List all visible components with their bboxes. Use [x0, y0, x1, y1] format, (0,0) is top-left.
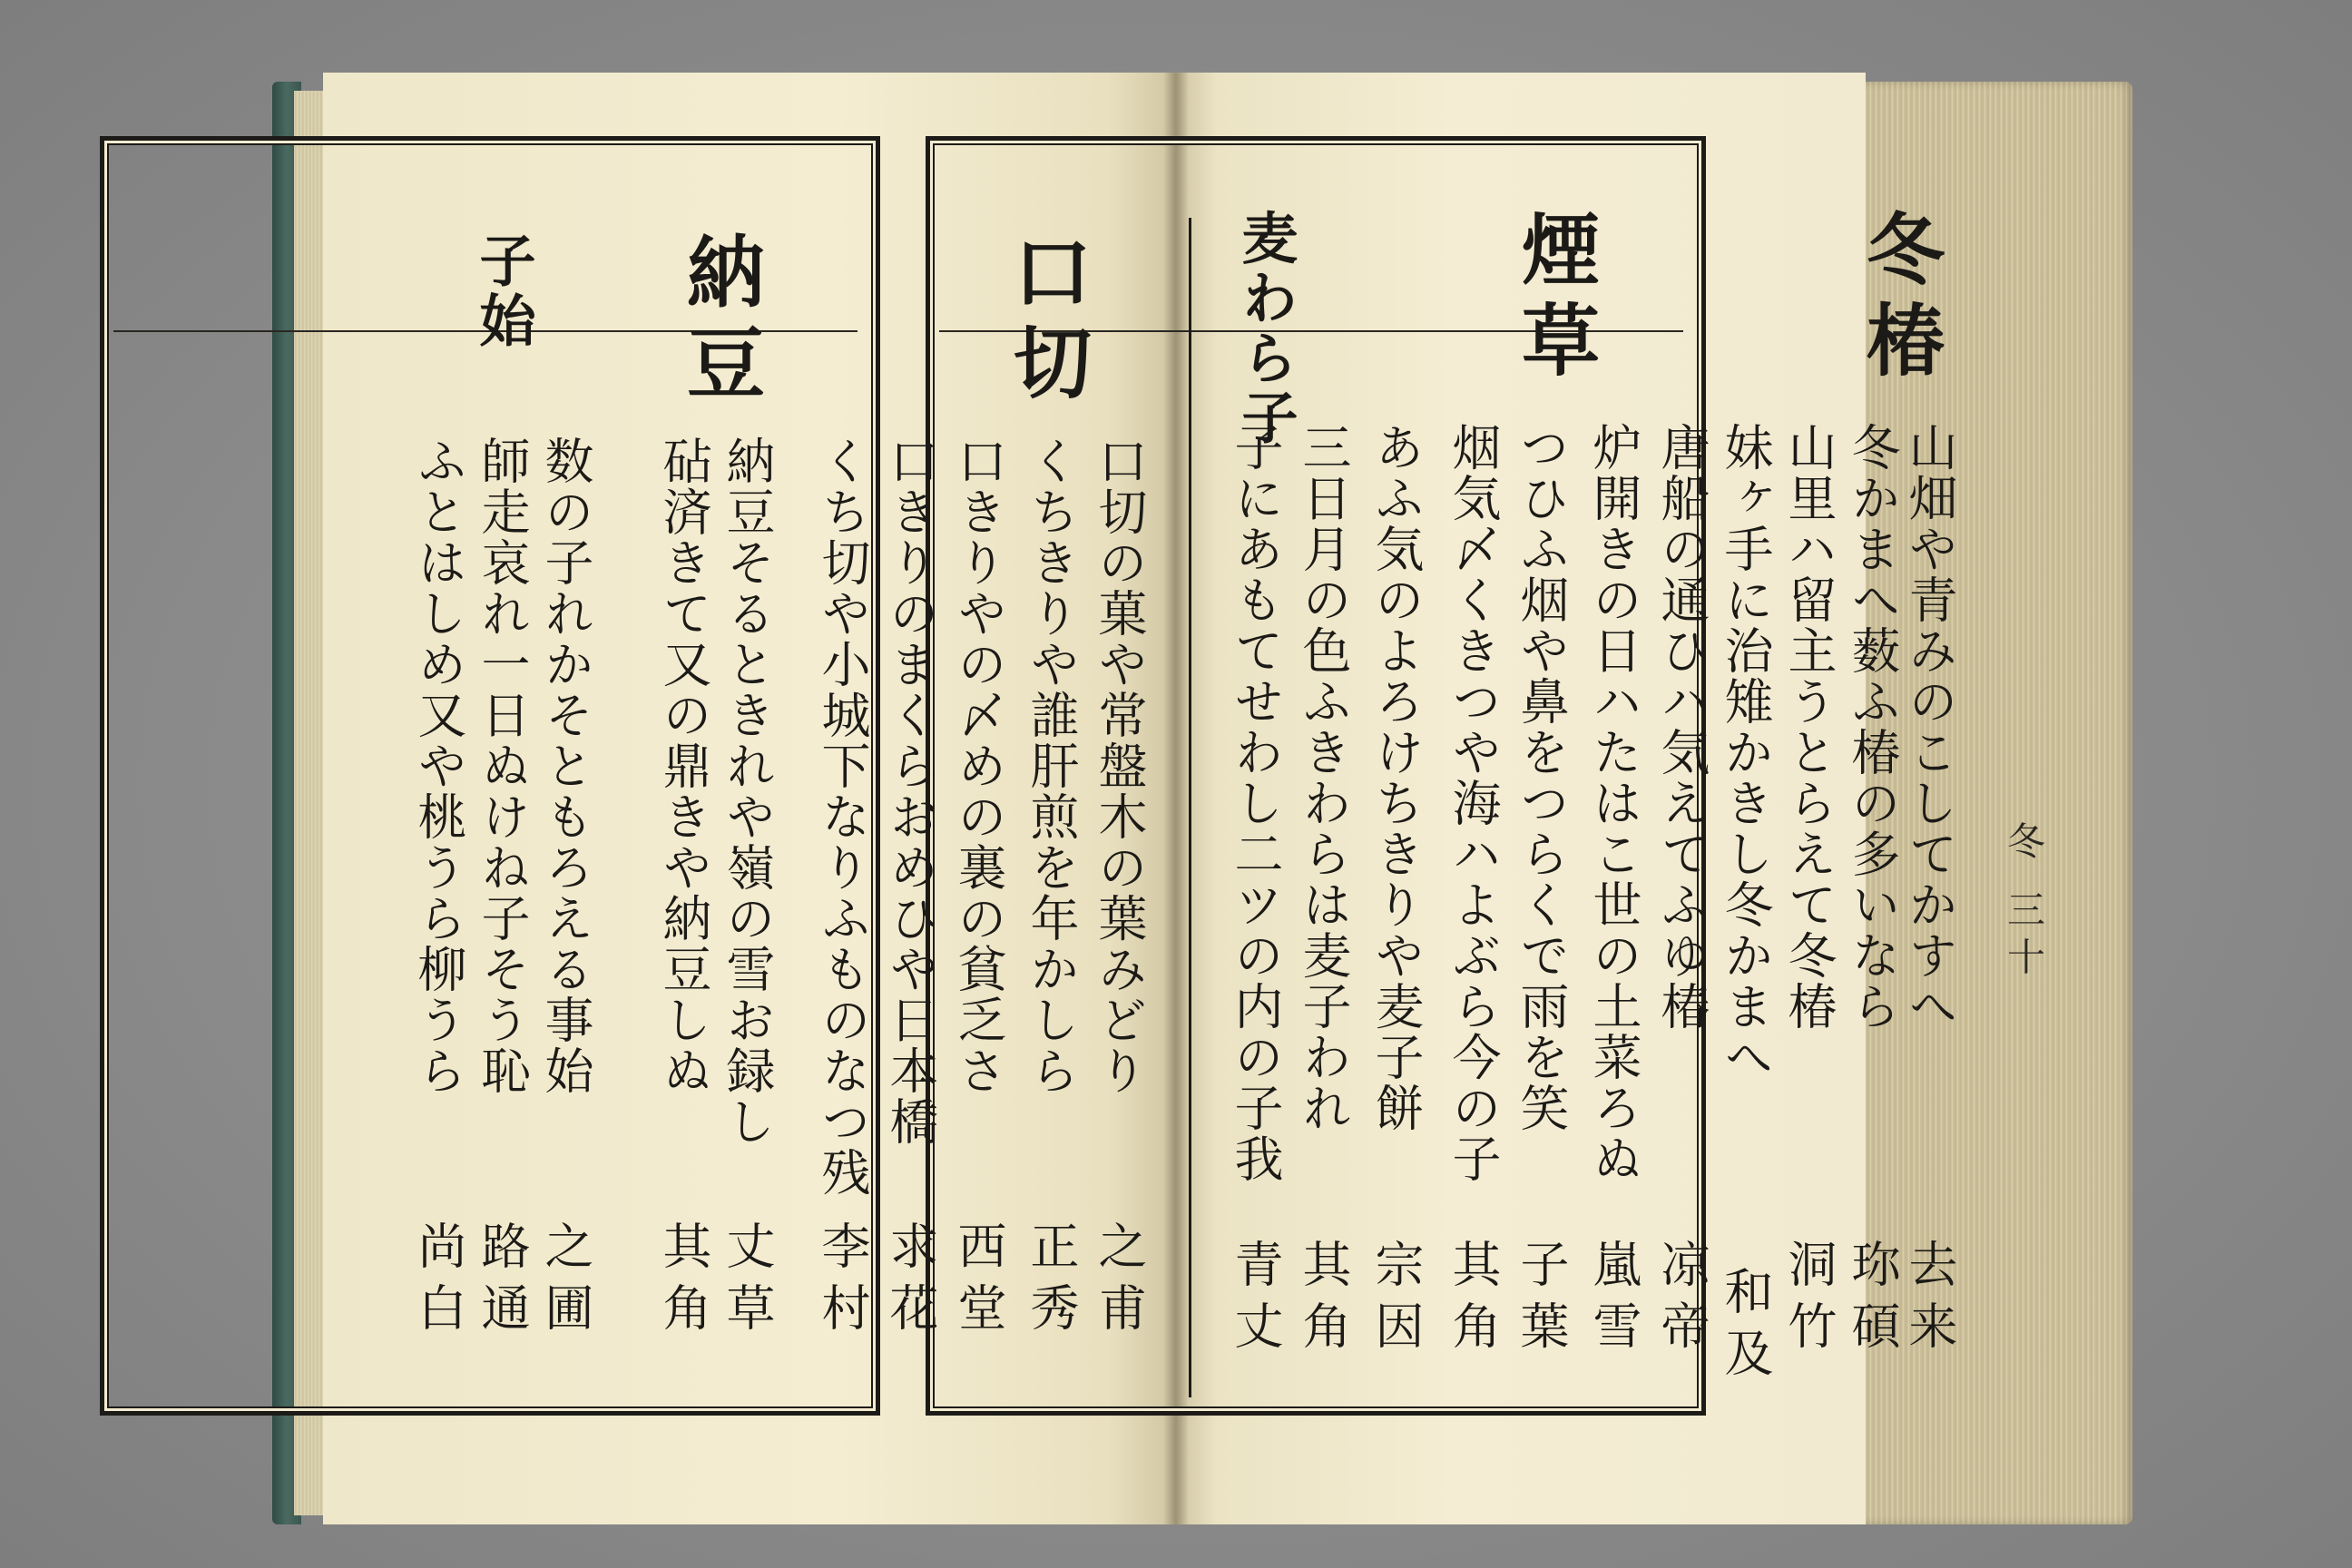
- haiku-author: 嵐雪: [1585, 1239, 1642, 1362]
- haiku-text: くちきりや誰肝煎を年かしら: [1023, 436, 1080, 1096]
- haiku-author: 尚白: [410, 1220, 467, 1344]
- haiku-text: ふとはしめ又や桃うら柳うら: [410, 436, 467, 1096]
- haiku-text: 子にあもてせわし二ツの内の子我: [1227, 422, 1284, 1184]
- haiku-text: 口切の菓や常盤木の葉みどり: [1091, 436, 1148, 1096]
- haiku-text: 師走哀れ一日ぬけね子そう恥: [474, 436, 531, 1096]
- haiku-author: 之甫: [1091, 1220, 1148, 1344]
- haiku-text: 烟気〆くきつや海ハよぶら今の子: [1445, 422, 1502, 1184]
- haiku-text: 冬かまへ薮ふ椿の多いなら: [1844, 422, 1901, 1032]
- haiku-author: 凉帝: [1653, 1239, 1710, 1362]
- haiku-author: 去来: [1901, 1239, 1958, 1362]
- haiku-text: くち切や小城下なりふものなつ残: [814, 436, 871, 1198]
- haiku-text: 妹ヶ手に治雉かきし冬かまへ: [1717, 422, 1774, 1083]
- haiku-author: 之圃: [537, 1220, 594, 1344]
- haiku-text: 数の子れかそともろえる事始: [537, 436, 594, 1096]
- section-title: 煙草: [1508, 209, 1600, 390]
- section-title: 麦わら子: [1232, 209, 1298, 448]
- haiku-author: 其角: [655, 1220, 712, 1344]
- haiku-author: 求花: [882, 1220, 939, 1344]
- haiku-author: 子葉: [1513, 1239, 1570, 1362]
- haiku-text: 山畑や青みのこしてかすへ: [1901, 422, 1958, 1032]
- haiku-author: 和及: [1717, 1266, 1774, 1389]
- section-title: 納豆: [673, 231, 765, 413]
- section-title: 口切: [1000, 231, 1092, 413]
- haiku-text: 納豆そるときれや嶺の雪お録し: [719, 436, 776, 1147]
- haiku-author: 其角: [1295, 1239, 1352, 1362]
- haiku-author: 路通: [474, 1220, 531, 1344]
- haiku-text: あふ気のよろけちきりや麦子餅: [1367, 422, 1425, 1133]
- haiku-text: 炉開きの日ハたはこ世の土菜ろぬ: [1585, 422, 1642, 1184]
- haiku-text: 唐船の通ひハ気えてふゆ椿: [1653, 422, 1710, 1032]
- haiku-author: 李村: [814, 1220, 871, 1344]
- haiku-text: 三日月の色ふきわらは麦子われ: [1295, 422, 1352, 1133]
- haiku-author: 丈草: [719, 1220, 776, 1344]
- haiku-author: 正秀: [1023, 1220, 1080, 1344]
- haiku-author: 青丈: [1227, 1239, 1284, 1362]
- haiku-author: 西堂: [950, 1220, 1007, 1344]
- haiku-author: 其角: [1445, 1239, 1502, 1362]
- right-inner-rule: [1189, 218, 1191, 1397]
- haiku-author: 宗因: [1367, 1239, 1425, 1362]
- haiku-author: 珎碩: [1844, 1239, 1901, 1362]
- haiku-text: 砧済きて又の鼎きや納豆しぬ: [655, 436, 712, 1096]
- section-title: 子始: [470, 231, 536, 351]
- haiku-text: つひふ烟や鼻をつらくで雨を笑: [1513, 422, 1570, 1133]
- haiku-author: 洞竹: [1780, 1239, 1838, 1362]
- page-folio: 冬 三十: [2002, 821, 2046, 985]
- section-title: 冬椿: [1853, 209, 1945, 390]
- haiku-text: 口きりのまくらおめひや日本橋: [882, 436, 939, 1147]
- haiku-text: 山里ハ留主うとらえて冬椿: [1780, 422, 1838, 1032]
- haiku-text: 口きりやの〆めの裏の貧乏さ: [950, 436, 1007, 1096]
